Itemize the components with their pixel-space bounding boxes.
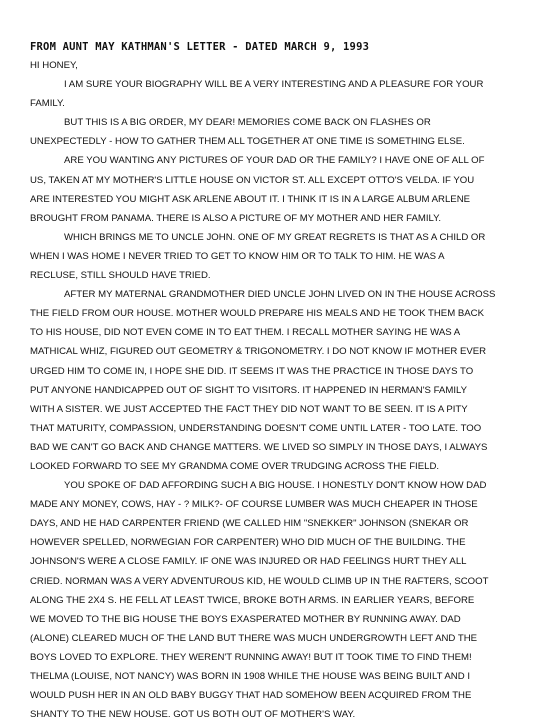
text-line: THE FIELD FROM OUR HOUSE. MOTHER WOULD PREPARE HIS MEALS AND HE TOOK THEM BACK [30, 308, 484, 320]
text-line: BUT THIS IS A BIG ORDER, MY DEAR! MEMORIES COME BACK ON FLASHES OR [64, 117, 431, 129]
text-line: THAT MATURITY, COMPASSION, UNDERSTANDING DOESN'T COME UNTIL LATER - TOO LATE. TOO [30, 422, 482, 434]
text-line: SHANTY TO THE NEW HOUSE. GOT US BOTH OUT OF MOTHER'S WAY. [30, 709, 356, 721]
text-line: JOHNSON'S WERE A CLOSE FAMILY. IF ONE WAS INJURED OR HAD FEELINGS HURT THEY ALL [30, 556, 467, 568]
text-line: THELMA (LOUISE, NOT NANCY) WAS BORN IN 1908 WHILE THE HOUSE WAS BEING BUILT AND I [30, 671, 470, 682]
salutation: HI HONEY, [30, 60, 78, 71]
text-line: YOU SPOKE OF DAD AFFORDING SUCH A BIG HOUSE. I HONESTLY DON'T KNOW HOW DAD [64, 480, 487, 492]
paragraph-4 [30, 228, 520, 285]
text-line: CRIED. NORMAN WAS A VERY ADVENTUROUS KID, HE WOULD CLIMB UP IN THE RAFTERS, SCOOT [30, 575, 489, 587]
text-line: AFTER MY MATERNAL GRANDMOTHER DIED UNCLE JOHN LIVED ON IN THE HOUSE ACROSS [64, 289, 496, 301]
text-line: URGED HIM TO COME IN, I HOPE SHE DID. IT SEEMS IT WAS THE PRACTICE IN THOSE DAYS TO [30, 365, 474, 377]
text-line: I AM SURE YOUR BIOGRAPHY WILL BE A VERY INTERESTING AND A PLEASURE FOR YOUR [64, 79, 484, 91]
text-line: LOOKED FORWARD TO SEE MY GRANDMA COME OVER TRUDGING ACROSS THE FIELD. [30, 460, 440, 472]
paragraph-3 [30, 151, 520, 227]
text-line: RECLUSE, STILL SHOULD HAVE TRIED. [30, 270, 211, 282]
text-line: HOWEVER SPELLED, NORWEGIAN FOR CARPENTER) WHO DID MUCH OF THE BUILDING. THE [30, 537, 466, 549]
text-line: UNEXPECTEDLY - HOW TO GATHER THEM ALL TOGETHER AT ONE TIME IS SOMETHING ELSE. [30, 136, 465, 148]
text-line: DAYS, AND HE HAD CARPENTER FRIEND (WE CALLED HIM "SNEKKER" JOHNSON (SNEKAR OR [30, 518, 469, 530]
paragraph-1 [30, 75, 520, 113]
text-line: ARE YOU WANTING ANY PICTURES OF YOUR DAD OR THE FAMILY? I HAVE ONE OF ALL OF [64, 155, 485, 167]
text-line: ALONG THE 2X4 S. HE FELL AT LEAST TWICE, BROKE BOTH ARMS. IN EARLIER YEARS, BEFORE [30, 594, 475, 606]
text-line: WE MOVED TO THE BIG HOUSE THE BOYS EXASPERATED MOTHER BY RUNNING AWAY. DAD [30, 613, 461, 625]
paragraph-6 [30, 476, 520, 724]
text-line: BAD WE CAN'T GO BACK AND CHANGE MATTERS. WE LIVED SO SIMPLY IN THOSE DAYS, I ALWAYS [30, 441, 488, 453]
text-line: WHICH BRINGS ME TO UNCLE JOHN. ONE OF MY GREAT REGRETS IS THAT AS A CHILD OR [64, 231, 486, 243]
text-line: TO HIS HOUSE, DID NOT EVEN COME IN TO EAT THEM. I RECALL MOTHER SAYING HE WAS A [30, 327, 461, 339]
text-line: FAMILY. [30, 98, 65, 110]
text-line: US, TAKEN AT MY MOTHER'S LITTLE HOUSE ON VICTOR ST. ALL EXCEPT OTTO'S VELDA. IF YOU [30, 174, 475, 186]
text-line: WITH A SISTER. WE JUST ACCEPTED THE FACT THEY DID NOT WANT TO BE SEEN. IT IS A PITY [30, 403, 468, 415]
text-line: MADE ANY MONEY, COWS, HAY - ? MILK?- OF COURSE LUMBER WAS MUCH CHEAPER IN THOSE [30, 499, 478, 511]
text-line: PUT ANYONE HANDICAPPED OUT OF SIGHT TO VISITORS. IT HAPPENED IN HERMAN'S FAMILY [30, 384, 468, 396]
letter-title: FROM AUNT MAY KATHMAN'S LETTER - DATED MARCH 9, 1993 [30, 41, 370, 53]
text-line: BROUGHT FROM PANAMA. THERE IS ALSO A PICTURE OF MY MOTHER AND HER FAMILY. [30, 212, 442, 224]
paragraph-2 [30, 113, 520, 151]
text-line: MATHICAL WHIZ, FIGURED OUT GEOMETRY & TRIGONOMETRY. I DO NOT KNOW IF MOTHER EVER [30, 346, 487, 358]
text-line: (ALONE) CLEARED MUCH OF THE LAND BUT THERE WAS MUCH UNDERGROWTH LEFT AND THE [30, 632, 478, 644]
text-line: WOULD PUSH HER IN AN OLD BABY BUGGY THAT HAD SOMEHOW BEEN ACQUIRED FROM THE [30, 690, 472, 702]
text-line: BOYS LOVED TO EXPLORE. THEY WEREN'T RUNNING AWAY! BUT IT TOOK TIME TO FIND THEM! [30, 651, 472, 663]
text-line: ARE INTERESTED YOU MIGHT ASK ARLENE ABOUT IT. I THINK IT IS IN A LARGE ALBUM ARLENE [30, 193, 471, 205]
text-line: WHEN I WAS HOME I NEVER TRIED TO GET TO KNOW HIM OR TO TALK TO HIM. HE WAS A [30, 250, 445, 262]
paragraph-5 [30, 285, 520, 476]
